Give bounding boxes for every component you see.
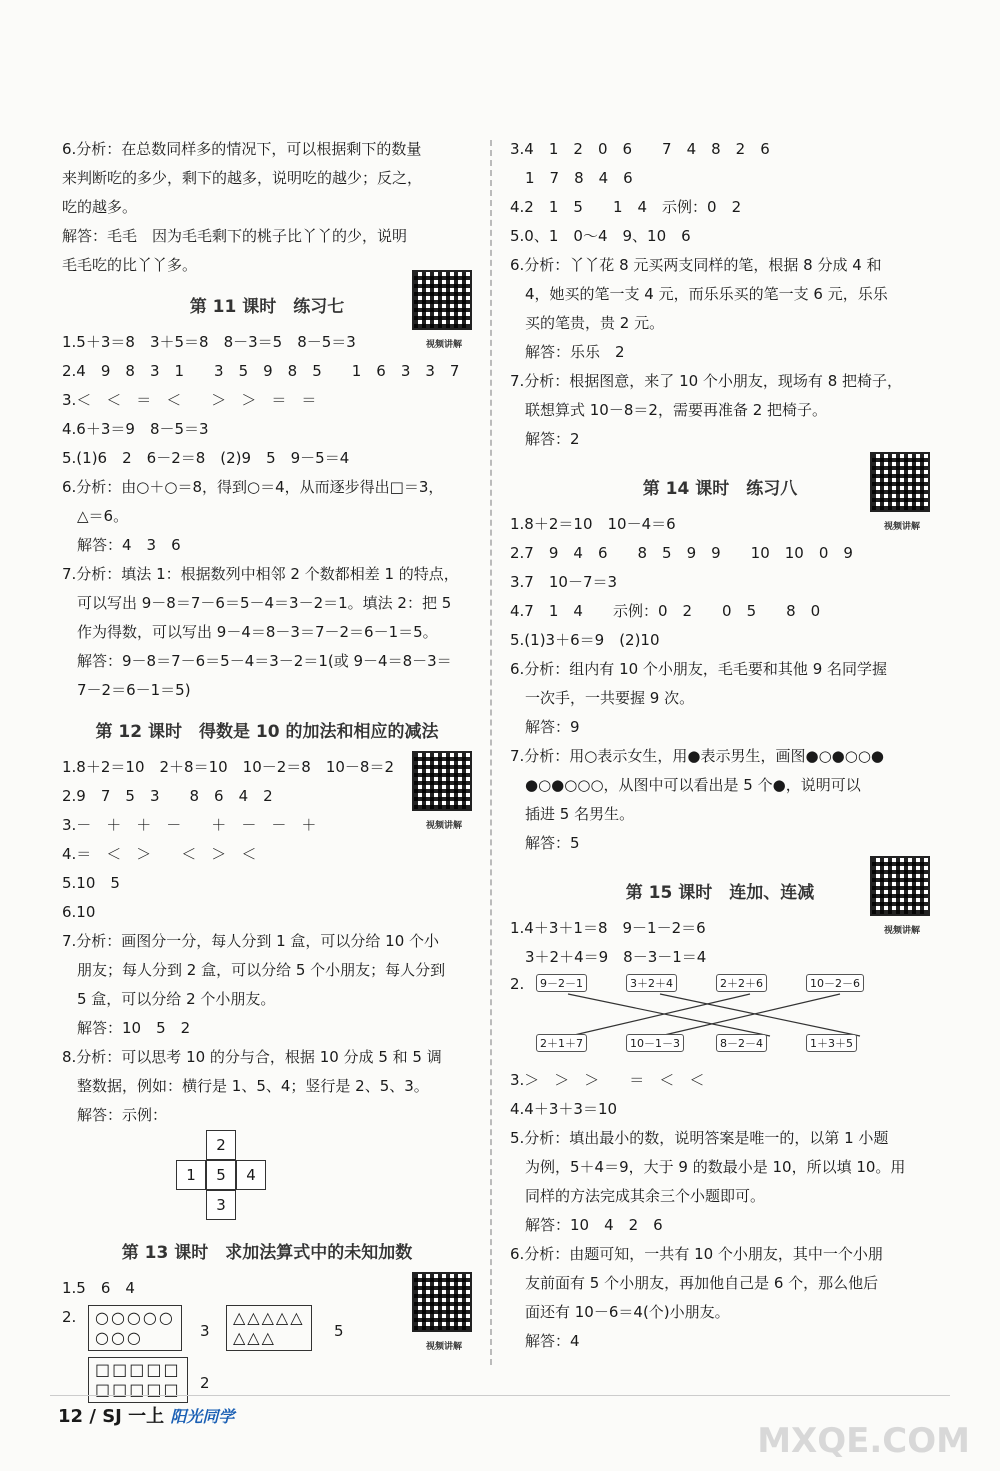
lesson-14-title: 第 14 课时 练习八 (642, 479, 798, 499)
answer-line: 面还有 10－6＝4(个)小朋友。 (510, 1303, 730, 1321)
circle-count: 3 (200, 1322, 210, 1340)
lesson-11-answers (62, 328, 472, 705)
answer-line: 6.分析：组内有 10 个小朋友，毛毛要和其他 9 名同学握 (510, 660, 888, 678)
answer-line: 4.2 1 5 1 4 示例：0 2 (510, 198, 742, 216)
qr-label: 视频讲解 (425, 1342, 462, 1352)
left-column (62, 135, 472, 1403)
lesson-14-answers (510, 510, 930, 858)
answer-line: 插进 5 名男生。 (510, 805, 635, 823)
page-footer (58, 1402, 234, 1428)
square-count: 2 (200, 1374, 210, 1392)
qr-label: 视频讲解 (425, 821, 462, 831)
answer-line: 7.分析：用○表示女生，用●表示男生，画图●○●○○● (510, 747, 885, 765)
lesson-13-continued (510, 135, 930, 454)
answer-line: 同样的方法完成其余三个小题即可。 (510, 1187, 766, 1205)
circle-group: ○○○○○ ○○○ (88, 1305, 182, 1351)
answer-line: 6.分析：由题可知，一共有 10 个小朋友，其中一个小朋 (510, 1245, 883, 1263)
footer-separator: / (89, 1406, 96, 1427)
q2-label: 2. (62, 1308, 77, 1326)
answer-line: 作为得数，可以写出 9－4＝8－3＝7－2＝6－1＝5。 (62, 623, 438, 641)
answer-line: 7－2＝6－1＝5) (62, 681, 191, 699)
matching-diagram (510, 972, 920, 1058)
answer-line: 3＋2＋4＝9 8－3－1＝4 (510, 948, 707, 966)
left-q6-answer1: 解答：毛毛 因为毛毛剩下的桃子比丫丫的少，说明 (62, 227, 408, 245)
grid-cell-left: 1 (176, 1160, 206, 1190)
answer-line: 3.＜ ＜ ＝ ＜ ＞ ＞ ＝ ＝ (62, 391, 317, 409)
answer-line: 4，她买的笔一支 4 元，而乐乐买的笔一支 6 元，乐乐 (510, 285, 888, 303)
left-q6-answer2: 毛毛吃的比丫丫多。 (62, 256, 198, 274)
right-column (510, 135, 930, 1356)
answer-line: 整数据，例如：横行是 1、5、4；竖行是 2、5、3。 (62, 1077, 429, 1095)
answer-line: 5.10 5 (62, 874, 120, 892)
match-top-2: 3＋2＋4 (626, 974, 677, 992)
cross-number-grid (176, 1130, 296, 1220)
answer-line: 5.0、1 0～4 9、10 6 (510, 227, 691, 245)
answer-line: 2.9 7 5 3 8 6 4 2 (62, 787, 273, 805)
answer-line: 3.7 10－7＝3 (510, 573, 618, 591)
match-bottom-1: 2＋1＋7 (536, 1034, 587, 1052)
lesson-13-title: 第 13 课时 求加法算式中的未知加数 (121, 1243, 413, 1263)
answer-line: △＝6。 (62, 507, 129, 525)
lesson-15-title: 第 15 课时 连加、连减 (625, 883, 815, 903)
answer-line: 一次手，一共要握 9 次。 (510, 689, 695, 707)
triangle-group: △△△△△ △△△ (226, 1305, 312, 1351)
answer-line: 1 7 8 4 6 (510, 169, 633, 187)
answer-line: 6.分析：由○＋○＝8，得到○＝4，从而逐步得出□＝3， (62, 478, 444, 496)
answer-line: 8.分析：可以思考 10 的分与合，根据 10 分成 5 和 5 调 (62, 1048, 442, 1066)
column-divider (490, 140, 492, 1365)
answer-line: 解答：2 (510, 430, 580, 448)
match-top-1: 9－2－1 (536, 974, 587, 992)
answer-line: 解答：4 3 6 (62, 536, 181, 554)
answer-line: 4.＝ ＜ ＞ ＜ ＞ ＜ (62, 845, 257, 863)
answer-line: 4.6＋3＝9 8－5＝3 (62, 420, 209, 438)
answer-line: 解答：9－8＝7－6＝5－4＝3－2＝1(或 9－4＝8－3＝ (62, 652, 452, 670)
answer-line: 4.7 1 4 示例：0 2 0 5 8 0 (510, 602, 821, 620)
answer-line: 1.8＋2＝10 10－4＝6 (510, 515, 676, 533)
lesson-12-title: 第 12 课时 得数是 10 的加法和相应的减法 (95, 722, 439, 742)
answer-line: 解答：10 4 2 6 (510, 1216, 663, 1234)
answer-line: 联想算式 10－8＝2，需要再准备 2 把椅子。 (510, 401, 828, 419)
answer-line: ●○●○○○，从图中可以看出是 5 个●，说明可以 (510, 776, 861, 794)
grid-cell-top: 2 (206, 1130, 236, 1160)
lesson-15-answers (510, 1066, 930, 1356)
square-group: □□□□□ □□□□□ (88, 1357, 188, 1403)
lesson-11-title: 第 11 课时 练习七 (189, 297, 345, 317)
answer-line: 解答：示例： (62, 1106, 168, 1124)
match-bottom-4: 1＋3＋5 (806, 1034, 857, 1052)
answer-line: 5 盒，可以分给 2 个小朋友。 (62, 990, 276, 1008)
answer-line: 为例，5＋4＝9，大于 9 的数最小是 10，所以填 10。用 (510, 1158, 906, 1176)
answer-line: 买的笔贵，贵 2 元。 (510, 314, 665, 332)
watermark: MXQE.COM (757, 1421, 970, 1461)
answer-line: 解答：9 (510, 718, 580, 736)
footer-rule (50, 1395, 950, 1396)
left-q6-line3: 吃的越多。 (62, 198, 138, 216)
answer-line: 2.7 9 4 6 8 5 9 9 10 10 0 9 (510, 544, 853, 562)
qr-label: 视频讲解 (883, 522, 920, 532)
answer-line: 1.8＋2＝10 2＋8＝10 10－2＝8 10－8＝2 (62, 758, 395, 776)
grid-cell-bottom: 3 (206, 1190, 236, 1220)
answer-line: 6.分析：丫丫花 8 元买两支同样的笔，根据 8 分成 4 和 (510, 256, 882, 274)
answer-line: 7.分析：根据图意，来了 10 个小朋友，现场有 8 把椅子， (510, 372, 903, 390)
page-number: 12 (58, 1406, 84, 1427)
left-q6-line2: 来判断吃的多少，剩下的越多，说明吃的越少；反之， (62, 169, 423, 187)
grid-cell-center: 5 (206, 1160, 236, 1190)
answer-line: 朋友；每人分到 2 盒，可以分给 5 个小朋友；每人分到 (62, 961, 446, 979)
answer-line: 5.分析：填出最小的数，说明答案是唯一的，以第 1 小题 (510, 1129, 889, 1147)
grid-cell-right: 4 (236, 1160, 266, 1190)
answer-line: 解答：5 (510, 834, 580, 852)
answer-line: 4.4＋3＋3＝10 (510, 1100, 618, 1118)
answer-line: 6.10 (62, 903, 96, 921)
lesson-12-answers (62, 753, 472, 1130)
answer-line: 3.＞ ＞ ＞ ＝ ＜ ＜ (510, 1071, 705, 1089)
qr-label: 视频讲解 (883, 926, 920, 936)
triangle-count: 5 (334, 1322, 344, 1340)
answer-line: 2.4 9 8 3 1 3 5 9 8 5 1 6 3 3 7 (62, 362, 460, 380)
qr-label: 视频讲解 (425, 340, 462, 350)
answer-line: 解答：乐乐 2 (510, 343, 625, 361)
answer-line: 可以写出 9－8＝7－6＝5－4＝3－2＝1。填法 2：把 5 (62, 594, 452, 612)
answer-line: 友前面有 5 个小朋友，再加他自己是 6 个，那么他后 (510, 1274, 879, 1292)
answer-line: 1.5＋3＝8 3＋5＝8 8－3＝5 8－5＝3 (62, 333, 356, 351)
left-q6-line1: 6.分析：在总数同样多的情况下，可以根据剩下的数量 (62, 140, 422, 158)
answer-line: 1.5 6 4 (62, 1279, 135, 1297)
answer-line: 7.分析：画图分一分，每人分到 1 盒，可以分给 10 个小 (62, 932, 440, 950)
answer-line: 3.－ ＋ ＋ － ＋ － － ＋ (62, 816, 317, 834)
match-bottom-3: 8－2－4 (716, 1034, 767, 1052)
book-code: SJ 一上 (102, 1406, 165, 1427)
answer-line: 解答：10 5 2 (62, 1019, 191, 1037)
qr-code-icon[interactable] (412, 270, 472, 330)
match-top-4: 10－2－6 (806, 974, 864, 992)
answer-line: 3.4 1 2 0 6 7 4 8 2 6 (510, 140, 770, 158)
q2-label: 2. (510, 975, 525, 993)
answer-line: 5.(1)6 2 6－2＝8 (2)9 5 9－5＝4 (62, 449, 350, 467)
brand-logo: 阳光同学 (170, 1407, 235, 1426)
answer-line: 7.分析：填法 1：根据数列中相邻 2 个数都相差 1 的特点， (62, 565, 459, 583)
qr-code-icon[interactable] (412, 751, 472, 811)
qr-code-icon[interactable] (870, 856, 930, 916)
shape-answers (62, 1303, 472, 1403)
match-top-3: 2＋2＋6 (716, 974, 767, 992)
answer-line: 5.(1)3＋6＝9 (2)10 (510, 631, 660, 649)
answer-line: 1.4＋3＋1＝8 9－1－2＝6 (510, 919, 706, 937)
match-bottom-2: 10－1－3 (626, 1034, 684, 1052)
qr-code-icon[interactable] (870, 452, 930, 512)
answer-line: 解答：4 (510, 1332, 580, 1350)
